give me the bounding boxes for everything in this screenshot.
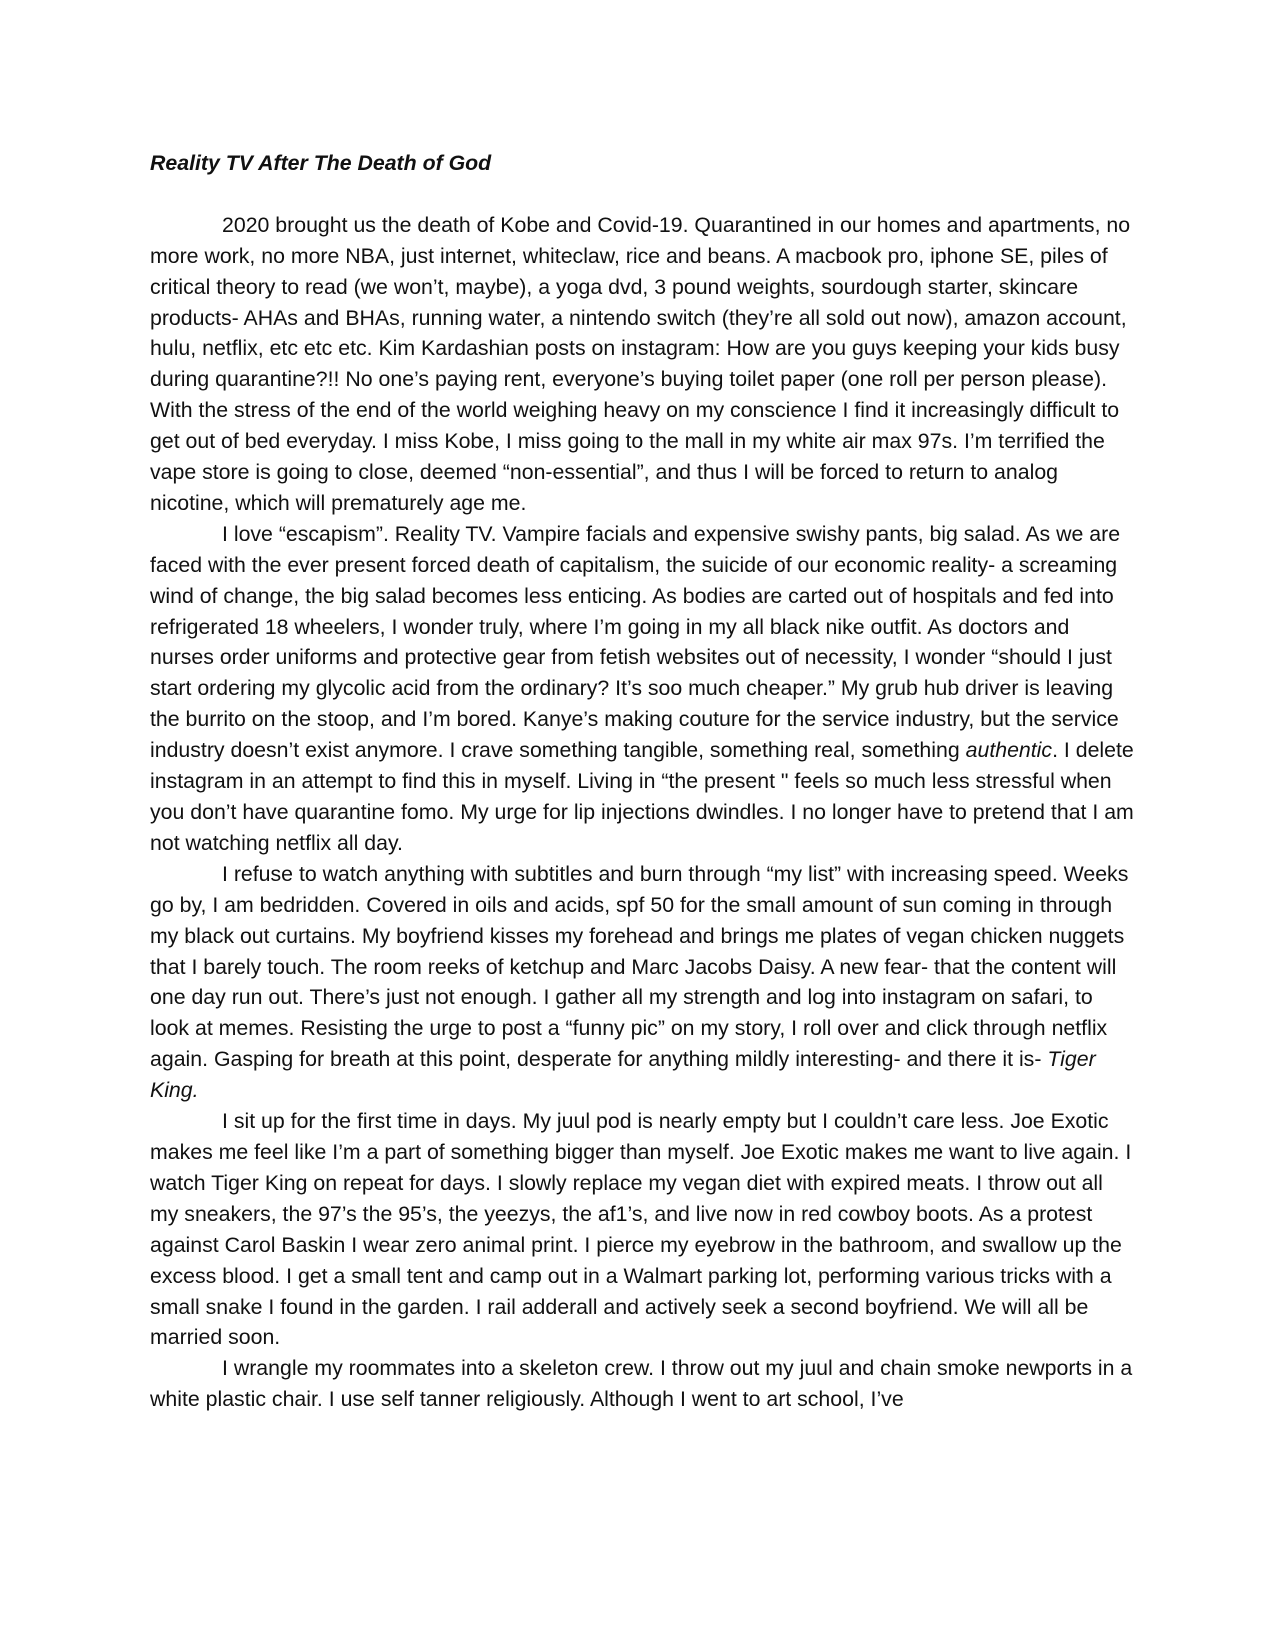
paragraph-text: 2020 brought us the death of Kobe and Covid-19. Quarantined in our homes and apartments, no more work, no more NBA, just internet, whiteclaw, rice and beans. A macbook pro, iphone SE, piles of critical theory to read (we won’t, maybe), a yoga dvd, 3 pound weights, sourdough starter, skincare products- AHAs and BHAs, running water, a nintendo switch (they’re all sold out now), amazon account, hulu, netflix, etc etc etc. Kim Kardashian posts on instagram: How are you guys keeping your kids busy during quarantine?!! No one’s paying rent, everyone’s buying toilet paper (one roll per person please). With the stress of the end of the world weighing heavy on my conscience I find it increasingly difficult to get out of bed everyday. I miss Kobe, I miss going to the mall in my white air max 97s. I’m terrified the vape store is going to close, deemed “non-essential”, and thus I will be forced to return to analog nicotine, which will prematurely age me. bbox=[150, 212, 1131, 515]
paragraph-text: I love “escapism”. Reality TV. Vampire facials and expensive swishy pants, big salad. As we are faced with the ever present forced death of capitalism, the suicide of our economic reality- a screaming wind of change, the big salad becomes less enticing. As bodies are carted out of hospitals and fed into refrigerated 18 wheelers, I wonder truly, where I’m going in my all black nike outfit. As doctors and nurses order uniforms and protective gear from fetish websites out of necessity, I wonder “should I just start ordering my glycolic acid from the ordinary? It’s soo much cheaper.” My grub hub driver is leaving the burrito on the stoop, and I’m bored. Kanye’s making couture for the service industry, but the service industry doesn’t exist anymore. I crave something tangible, something real, something bbox=[150, 521, 1121, 763]
body-paragraph bbox=[150, 210, 1135, 519]
body-paragraph bbox=[150, 859, 1135, 1106]
paragraph-text: . I delete instagram in an attempt to find this in myself. Living in “the present " feels so much less stressful when you don’t have quarantine fomo. My urge for lip injections dwindles. I no longer have to pretend that I am not watching netflix all day. bbox=[150, 738, 1134, 855]
document-body bbox=[150, 148, 1135, 1415]
italic-text: authentic bbox=[965, 738, 1053, 763]
paragraph-list bbox=[150, 210, 1135, 1415]
body-paragraph bbox=[150, 519, 1135, 859]
paragraph-text: I wrangle my roommates into a skeleton crew. I throw out my juul and chain smoke newports in a white plastic chair. I use self tanner religiously. Although I went to art school, I’ve bbox=[150, 1356, 1133, 1412]
italic-text: Tiger King. bbox=[150, 1047, 1096, 1103]
document-title: Reality TV After The Death of God bbox=[150, 151, 492, 175]
paragraph-text: I refuse to watch anything with subtitles and burn through “my list” with increasing speed. Weeks go by, I am bedridden. Covered in oils and acids, spf 50 for the small amount of sun coming in through my black out curtains. My boyfriend kisses my forehead and brings me plates of vegan chicken nuggets that I barely touch. The room reeks of ketchup and Marc Jacobs Daisy. A new fear- that the content will one day run out. There’s just not enough. I gather all my strength and log into instagram on safari, to look at memes. Resisting the urge to post a “funny pic” on my story, I roll over and click through netflix again. Gasping for breath at this point, desperate for anything mildly interesting- and there it is- bbox=[150, 861, 1129, 1072]
paragraph-text: I sit up for the first time in days. My juul pod is nearly empty but I couldn’t care less. Joe Exotic makes me feel like I’m a part of something bigger than myself. Joe Exotic makes me want to live again. I watch Tiger King on repeat for days. I slowly replace my vegan diet with expired meats. I throw out all my sneakers, the 97’s the 95’s, the yeezys, the af1’s, and live now in red cowboy boots. As a protest against Carol Baskin I wear zero animal print. I pierce my eyebrow in the bathroom, and swallow up the excess blood. I get a small tent and camp out in a Walmart parking lot, performing various tricks with a small snake I found in the garden. I rail adderall and actively seek a second boyfriend. We will all be married soon. bbox=[150, 1109, 1132, 1350]
body-paragraph bbox=[150, 1353, 1135, 1415]
body-paragraph bbox=[150, 1106, 1135, 1353]
